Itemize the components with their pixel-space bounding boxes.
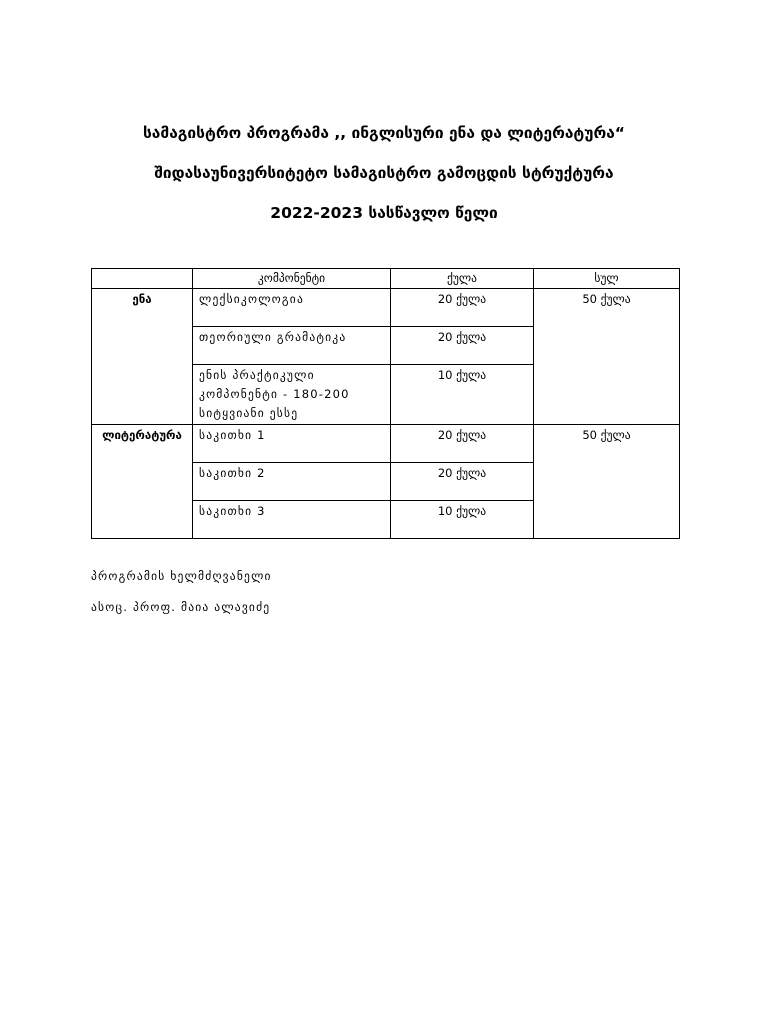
component-cell: საკითხი 1 bbox=[193, 425, 391, 463]
document-title bbox=[0, 124, 768, 244]
component-cell: საკითხი 3 bbox=[193, 501, 391, 539]
score-cell: 20 ქულა bbox=[391, 289, 534, 327]
component-cell: თეორიული გრამატიკა bbox=[193, 327, 391, 365]
component-cell: საკითხი 2 bbox=[193, 463, 391, 501]
table-row bbox=[92, 289, 680, 327]
component-cell: ენის პრაქტიკული კომპონენტი - 180-200 სიტყვიანი ესსე bbox=[193, 365, 391, 425]
title-line-1: სამაგისტრო პროგრამა ,, ინგლისური ენა და ლიტერატურა“ bbox=[143, 124, 625, 142]
score-cell: 10 ქულა bbox=[391, 365, 534, 425]
score-cell: 20 ქულა bbox=[391, 463, 534, 501]
score-cell: 20 ქულა bbox=[391, 327, 534, 365]
header-total: სულ bbox=[534, 269, 680, 289]
table-row bbox=[92, 425, 680, 463]
total-cell: 50 ქულა bbox=[534, 425, 680, 539]
title-line-2: შიდასაუნივერსიტეტო სამაგისტრო გამოცდის სტრუქტურა bbox=[154, 164, 614, 182]
score-cell: 20 ქულა bbox=[391, 425, 534, 463]
header-component: კომპონენტი bbox=[193, 269, 391, 289]
header-score: ქულა bbox=[391, 269, 534, 289]
exam-structure-table bbox=[91, 268, 680, 539]
program-director-name: ასოც. პროფ. მაია ალავიძე bbox=[91, 600, 271, 614]
total-cell: 50 ქულა bbox=[534, 289, 680, 425]
title-line-3: 2022-2023 სასწავლო წელი bbox=[270, 204, 498, 222]
section-literature: ლიტერატურა bbox=[92, 425, 193, 539]
program-director-role: პროგრამის ხელმძღვანელი bbox=[91, 569, 272, 583]
section-language: ენა bbox=[92, 289, 193, 425]
score-cell: 10 ქულა bbox=[391, 501, 534, 539]
table-header-row bbox=[92, 269, 680, 289]
component-cell: ლექსიკოლოგია bbox=[193, 289, 391, 327]
header-section bbox=[92, 269, 193, 289]
